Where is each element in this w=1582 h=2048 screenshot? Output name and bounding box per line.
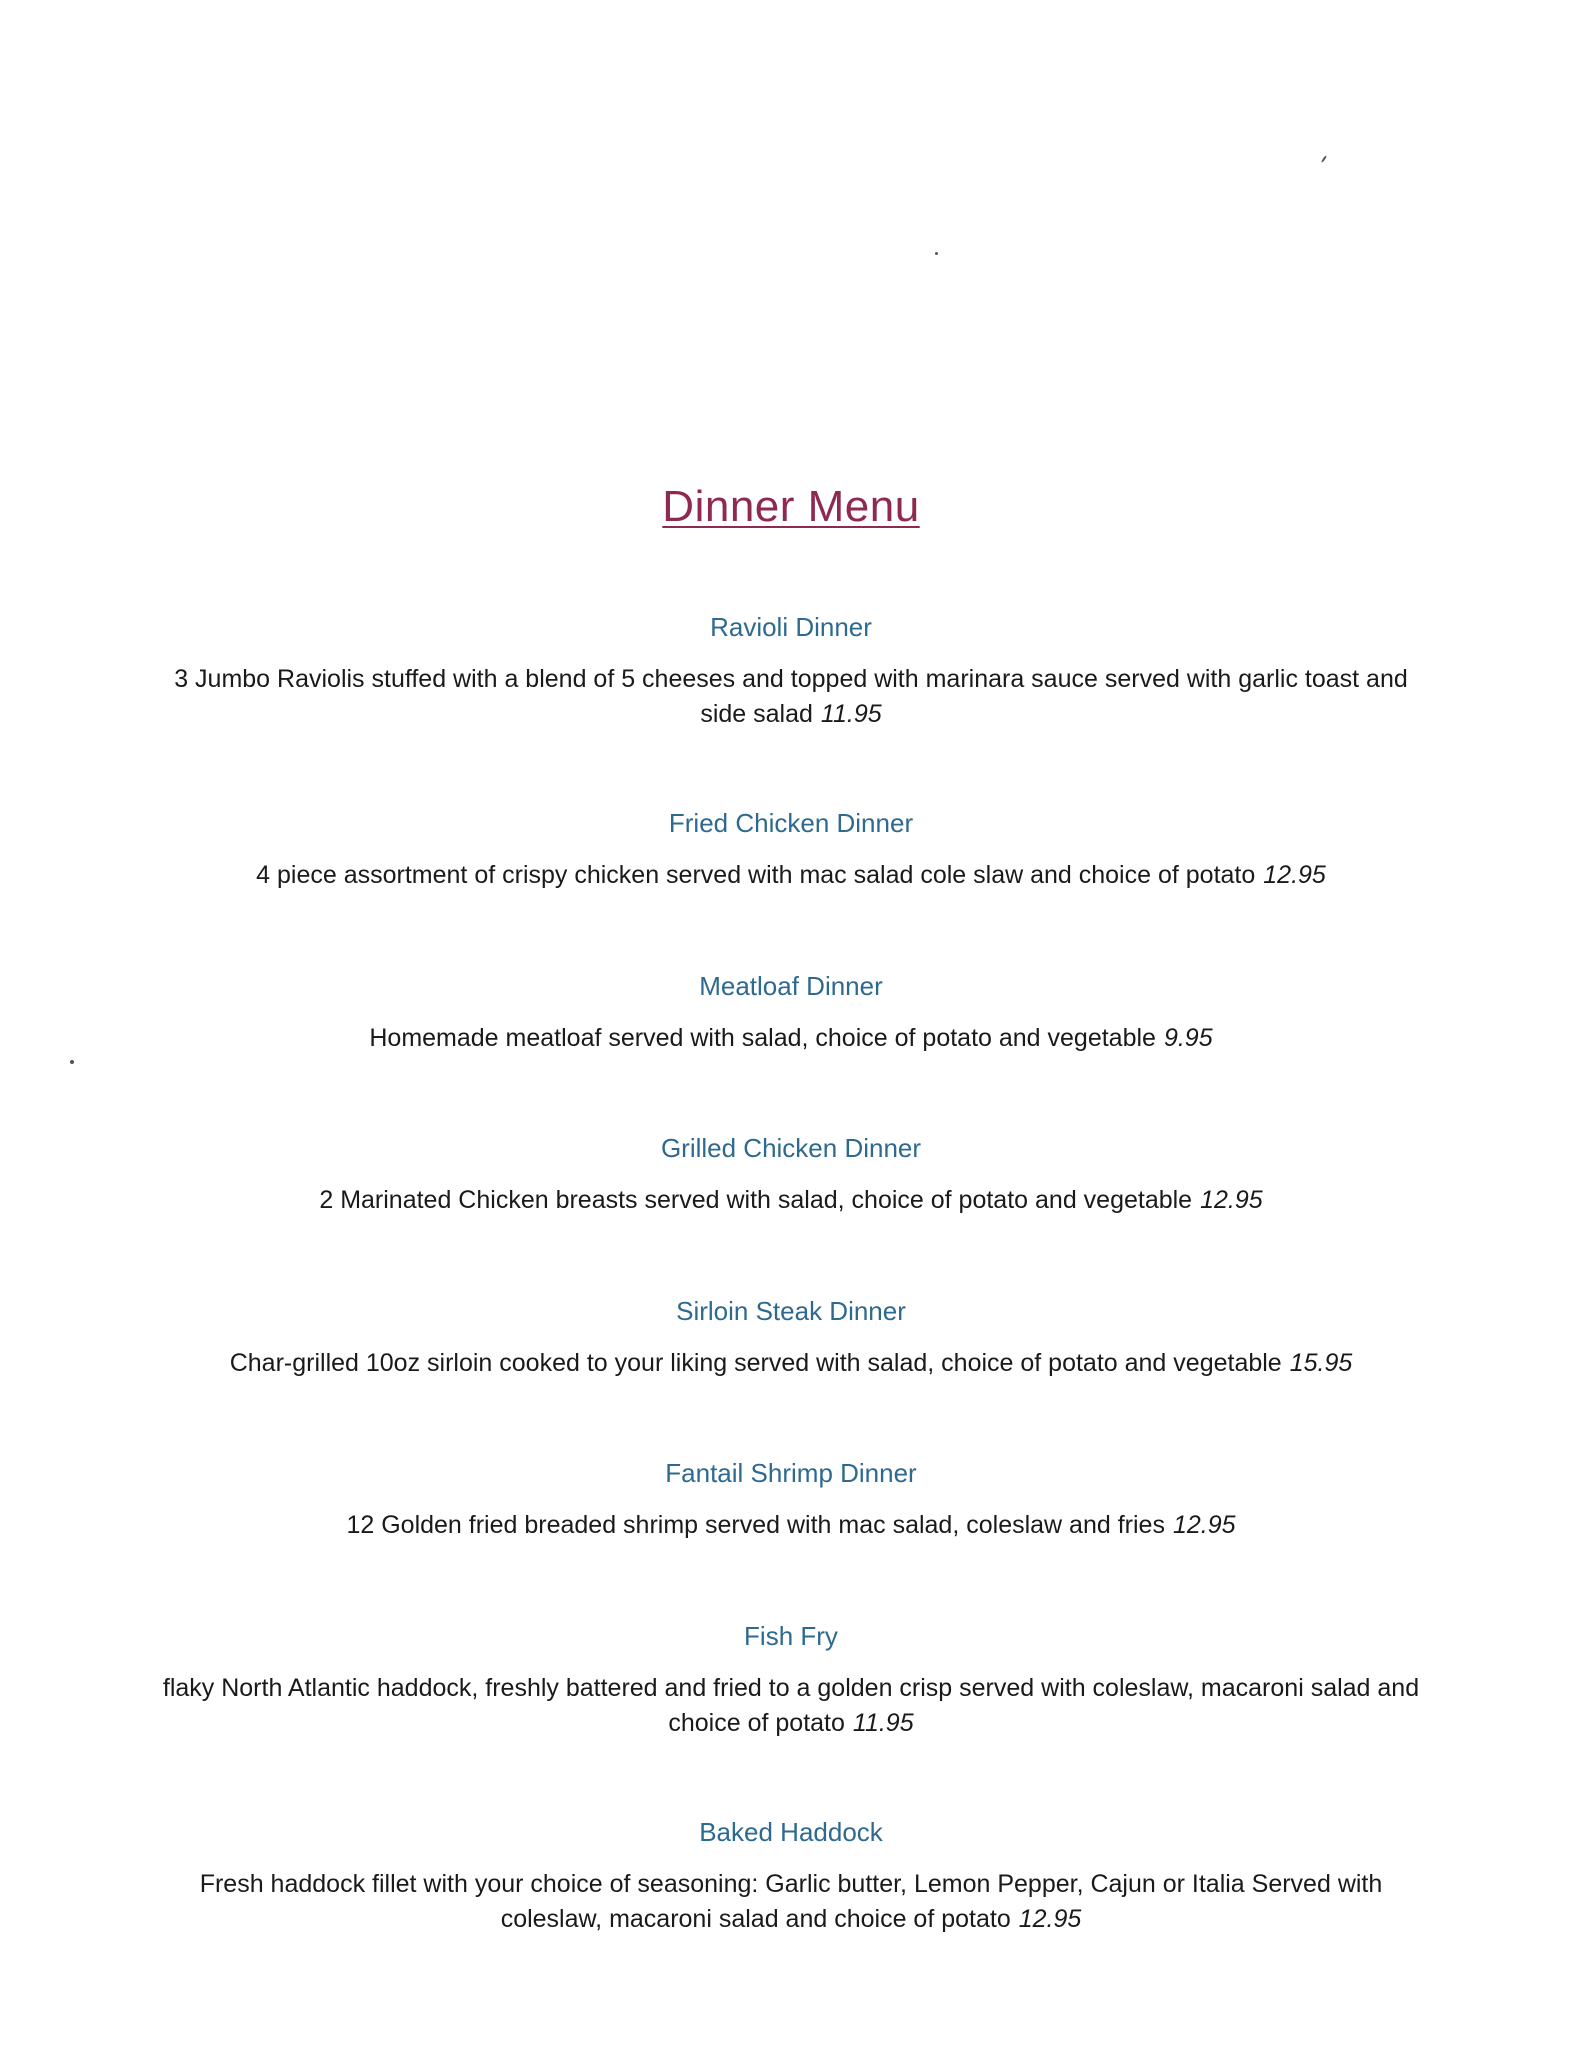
menu-item-grilled-chicken [160,1131,1422,1218]
item-description: 2 Marinated Chicken breasts served with salad, choice of potato and vegetable 12.95 [319,1186,1263,1214]
menu-item-fried-chicken [160,806,1422,893]
scan-speck [935,252,938,255]
page-title: Dinner Menu [662,482,920,531]
menu-item-fish-fry [160,1619,1422,1741]
item-price: 12.95 [1200,1186,1263,1214]
item-name: Ravioli Dinner [710,612,872,642]
menu-item-fantail-shrimp [160,1456,1422,1543]
scan-speck [1321,155,1327,163]
item-name: Grilled Chicken Dinner [660,1133,922,1163]
item-price: 12.95 [1263,861,1326,889]
menu-item-baked-haddock [160,1815,1422,1937]
item-description: 4 piece assortment of crispy chicken served with mac salad cole slaw and choice of potato 12.95 [256,861,1326,889]
item-price: 12.95 [1018,1905,1082,1933]
item-description: Char-grilled 10oz sirloin cooked to your liking served with salad, choice of potato and vegetable 15.95 [229,1349,1353,1377]
item-description: Homemade meatloaf served with salad, choice of potato and vegetable 9.95 [369,1024,1213,1052]
menu-item-sirloin-steak [160,1294,1422,1381]
item-name: Baked Haddock [699,1817,883,1847]
item-description: Fresh haddock fillet with your choice of seasoning: Garlic butter, Lemon Pepper, Cajun or Italia Served with coleslaw, macaroni salad and choice of potato 12.95 [199,1870,1383,1933]
menu-item-ravioli [160,610,1422,732]
menu-item-meatloaf [160,969,1422,1056]
item-name: Meatloaf Dinner [699,971,883,1001]
item-price: 15.95 [1289,1349,1353,1377]
item-price: 11.95 [820,700,882,728]
item-name: Sirloin Steak Dinner [676,1296,906,1326]
scan-speck [70,1060,74,1064]
item-name: Fried Chicken Dinner [668,808,914,838]
item-price: 11.95 [852,1709,914,1737]
item-name: Fish Fry [744,1621,838,1651]
item-price: 12.95 [1172,1511,1236,1539]
item-name: Fantail Shrimp Dinner [665,1458,917,1488]
item-description: 3 Jumbo Raviolis stuffed with a blend of 5 cheeses and topped with marinara sauce served with garlic toast and side salad 11.95 [174,665,1408,728]
item-price: 9.95 [1163,1024,1213,1052]
item-description: flaky North Atlantic haddock, freshly battered and fried to a golden crisp served with coleslaw, macaroni salad and choice of potato 11.95 [162,1674,1420,1737]
item-description: 12 Golden fried breaded shrimp served with mac salad, coleslaw and fries 12.95 [346,1511,1236,1539]
